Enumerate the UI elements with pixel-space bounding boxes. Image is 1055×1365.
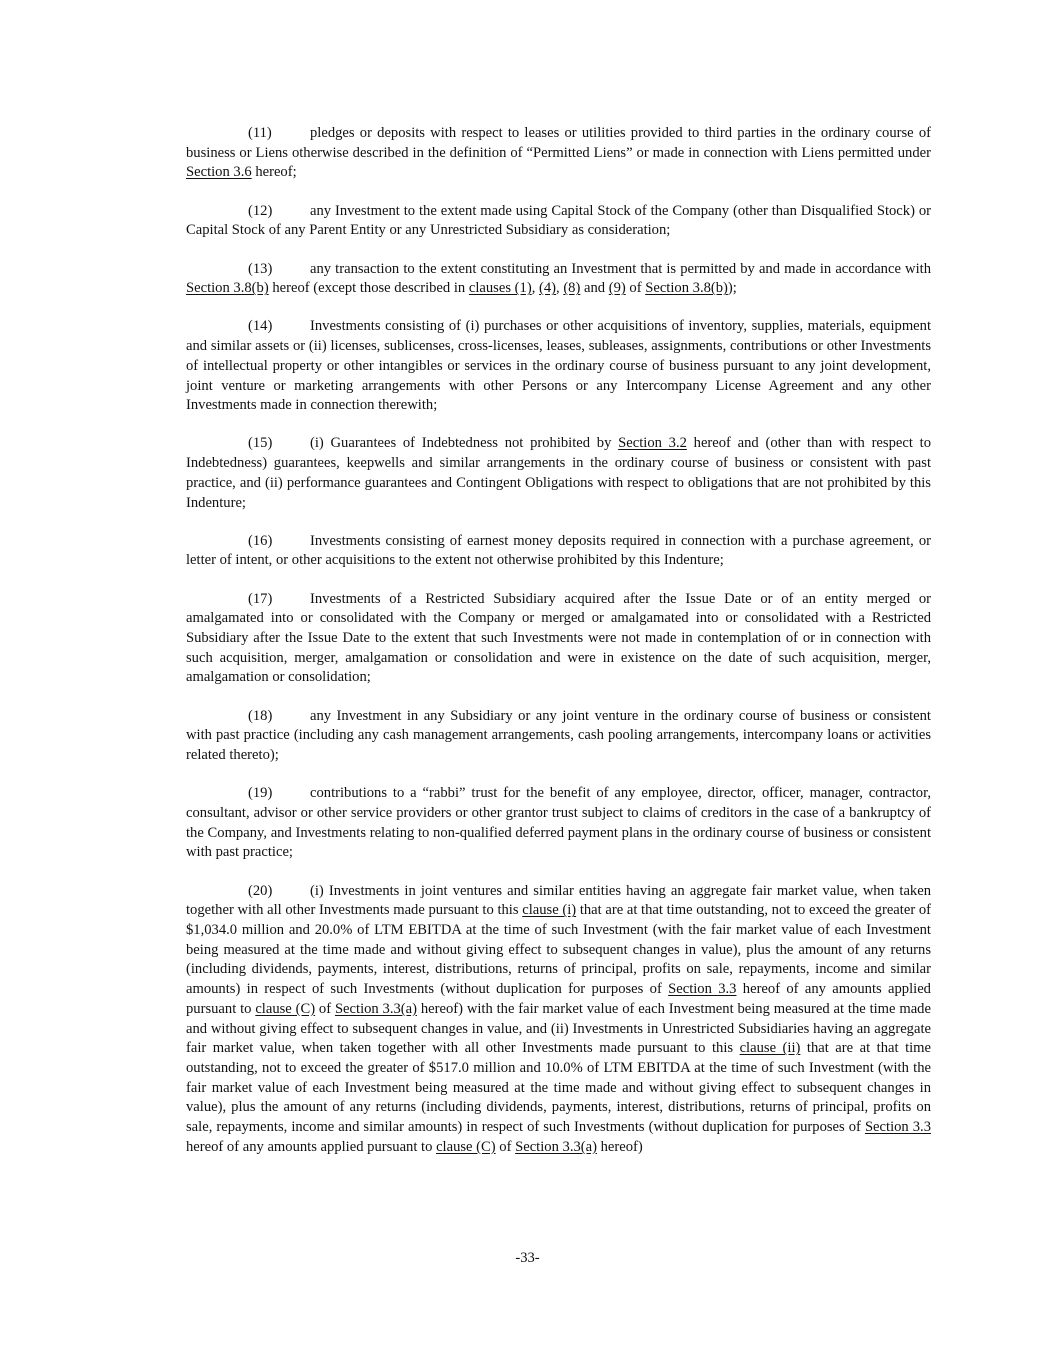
clause-paragraph (186, 124, 931, 183)
clause-text: of (315, 1000, 335, 1017)
clause-text: hereof of any amounts applied pursuant to (186, 1138, 437, 1155)
clause-text: that are at that time outstanding, not to exceed the greater of $1,034.0 million and 20.0% of LTM EBITDA at the time of such Investment (with the fair market value of each Investment being measured at the time made and without giving effect to subsequent changes in value), plus the amount of any returns (including dividends, payments, interest, distributions, returns of principal, profits on sale, repayments, income and similar amounts) in respect of such Investments (without duplication for purposes of (186, 902, 932, 998)
document-body (186, 124, 931, 1176)
clause-text: Investments consisting of (i) purchases or other acquisitions of inventory, supplies, materials, equipment and similar assets or (ii) licenses, sublicenses, cross-licenses, leases, subleases, assignments, contributions or other Investments of intellectual property or other intangibles or services in the ordinary course of business pursuant to any joint development, joint venture or marketing arrangements with other Persons or any Intercompany License Agreement and any other Investments made in connection therewith; (186, 318, 931, 414)
clause-text: Investments consisting of earnest money deposits required in connection with a purchase agreement, or letter of intent, or other acquisitions to the extent not otherwise prohibited by this Indenture; (186, 532, 931, 569)
clause-text: hereof (except those described in (268, 280, 469, 297)
clause-number: (16) (248, 532, 273, 549)
clause-number: (12) (248, 202, 273, 219)
clause-number: (18) (248, 707, 273, 724)
clause-text: hereof; (251, 164, 297, 181)
clause-text: hereof and (other than with respect to Indebtedness) guarantees, keepwells and similar arrangements in the ordinary course of business or consistent with past practice, and (ii) performance guarantees and Contingent Obligations with respect to obligations that are not prohibited by this Indenture; (186, 435, 931, 511)
clause-paragraph (186, 260, 931, 299)
clause-number: (11) (248, 125, 272, 141)
clause-text: hereof of any amounts applied pursuant to (186, 981, 931, 1017)
clause-text: any Investment in any Subsidiary or any joint venture in the ordinary course of business or consistent with past practice (including any cash management arrangements, cash pooling arrangements, intercompany loans or activities related thereto); (186, 707, 931, 764)
clause-text: hereof) with the fair market value of each Investment being measured at the time made and without giving effect to subsequent changes in value, and (ii) Investments in Unrestricted Subsidiaries having an aggregate fair market value, when taken together with all other Investments made pursuant to this (186, 1000, 931, 1057)
clause-paragraph (186, 784, 931, 863)
cross-reference-link: clause (C) (436, 1138, 496, 1155)
clause-text: Investments of a Restricted Subsidiary acquired after the Issue Date or of an entity merged or amalgamated into or consolidated with the Company or merged or amalgamated into or consolidated with a Restricted Subsidiary after the Issue Date to the extent that such Investments were not made in contemplation of or in connection with such acquisition, merger, amalgamation or consolidation and were in existence on the date of such acquisition, merger, amalgamation or consolidation; (186, 590, 931, 686)
cross-reference-link: (8) (563, 280, 581, 297)
clause-text: that are at that time outstanding, not to exceed the greater of $517.0 million and 10.0% of LTM EBITDA at the time of such Investment (with the fair market value of each Investment being measured at the time made and without giving effect to subsequent changes in value), plus the amount of any returns (including dividends, payments, interest, distributions, returns of principal, profits on sale, repayments, income and similar amounts) in respect of such Investments (without duplication for purposes of (186, 1040, 932, 1136)
cross-reference-link: Section 3.2 (618, 435, 687, 452)
cross-reference-link: (9) (608, 280, 626, 297)
clause-text: (i) Guarantees of Indebtedness not prohibited by (310, 435, 619, 452)
clause-number: (20) (248, 882, 273, 899)
clause-text: , (556, 280, 564, 297)
clause-paragraph (186, 882, 931, 1158)
clause-text: of (495, 1138, 516, 1155)
clause-number: (19) (248, 785, 273, 802)
cross-reference-link: Section 3.3(a) (515, 1138, 597, 1155)
clause-number: (15) (248, 435, 273, 452)
clause-text: (i) Investments in joint ventures and similar entities having an aggregate fair market value, when taken together with all other Investments made pursuant to this (186, 882, 931, 919)
clause-text: ); (727, 280, 737, 297)
cross-reference-link: Section 3.8(b) (186, 280, 269, 297)
cross-reference-link: clauses (1) (468, 280, 532, 297)
clause-number: (17) (248, 590, 273, 607)
clause-text: , (531, 280, 539, 297)
cross-reference-link: Section 3.6 (186, 164, 252, 181)
clause-text: of (625, 280, 646, 297)
cross-reference-link: (4) (538, 280, 557, 297)
clause-text: contributions to a “rabbi” trust for the benefit of any employee, director, officer, manager, contractor, consultant, advisor or other service providers or other grantor trust subject to claims of creditors in the case of a bankruptcy of the Company, and Investments relating to non-qualified deferred payment plans in the ordinary course of business or consistent with past practice; (186, 785, 931, 861)
cross-reference-link: clause (ii) (739, 1040, 801, 1057)
clause-text: hereof) (596, 1138, 643, 1155)
cross-reference-link: clause (C) (255, 1000, 316, 1017)
page-number: -33- (515, 1250, 540, 1266)
clause-paragraph (186, 317, 931, 416)
clause-text: any transaction to the extent constituting an Investment that is permitted by and made in accordance with (310, 260, 931, 277)
clause-text: any Investment to the extent made using Capital Stock of the Company (other than Disqualified Stock) or Capital Stock of any Parent Entity or any Unrestricted Subsidiary as consideration; (186, 202, 931, 239)
clause-paragraph (186, 434, 931, 513)
clause-text: pledges or deposits with respect to leases or utilities provided to third parties in the ordinary course of business or Liens otherwise described in the definition of “Permitted Liens” or made in connection with Liens permitted under (186, 125, 931, 161)
cross-reference-link: Section 3.3(a) (334, 1000, 417, 1017)
clause-paragraph (186, 590, 931, 689)
clause-paragraph (186, 532, 931, 571)
clause-number: (14) (248, 318, 273, 335)
clause-paragraph (186, 707, 931, 766)
cross-reference-link: Section 3.3 (668, 981, 737, 998)
cross-reference-link: Section 3.8(b) (645, 280, 728, 297)
cross-reference-link: Section 3.3 (864, 1119, 931, 1136)
clause-text: and (580, 280, 609, 297)
clause-number: (13) (248, 260, 273, 277)
cross-reference-link: clause (i) (522, 902, 577, 919)
clause-paragraph (186, 202, 931, 241)
